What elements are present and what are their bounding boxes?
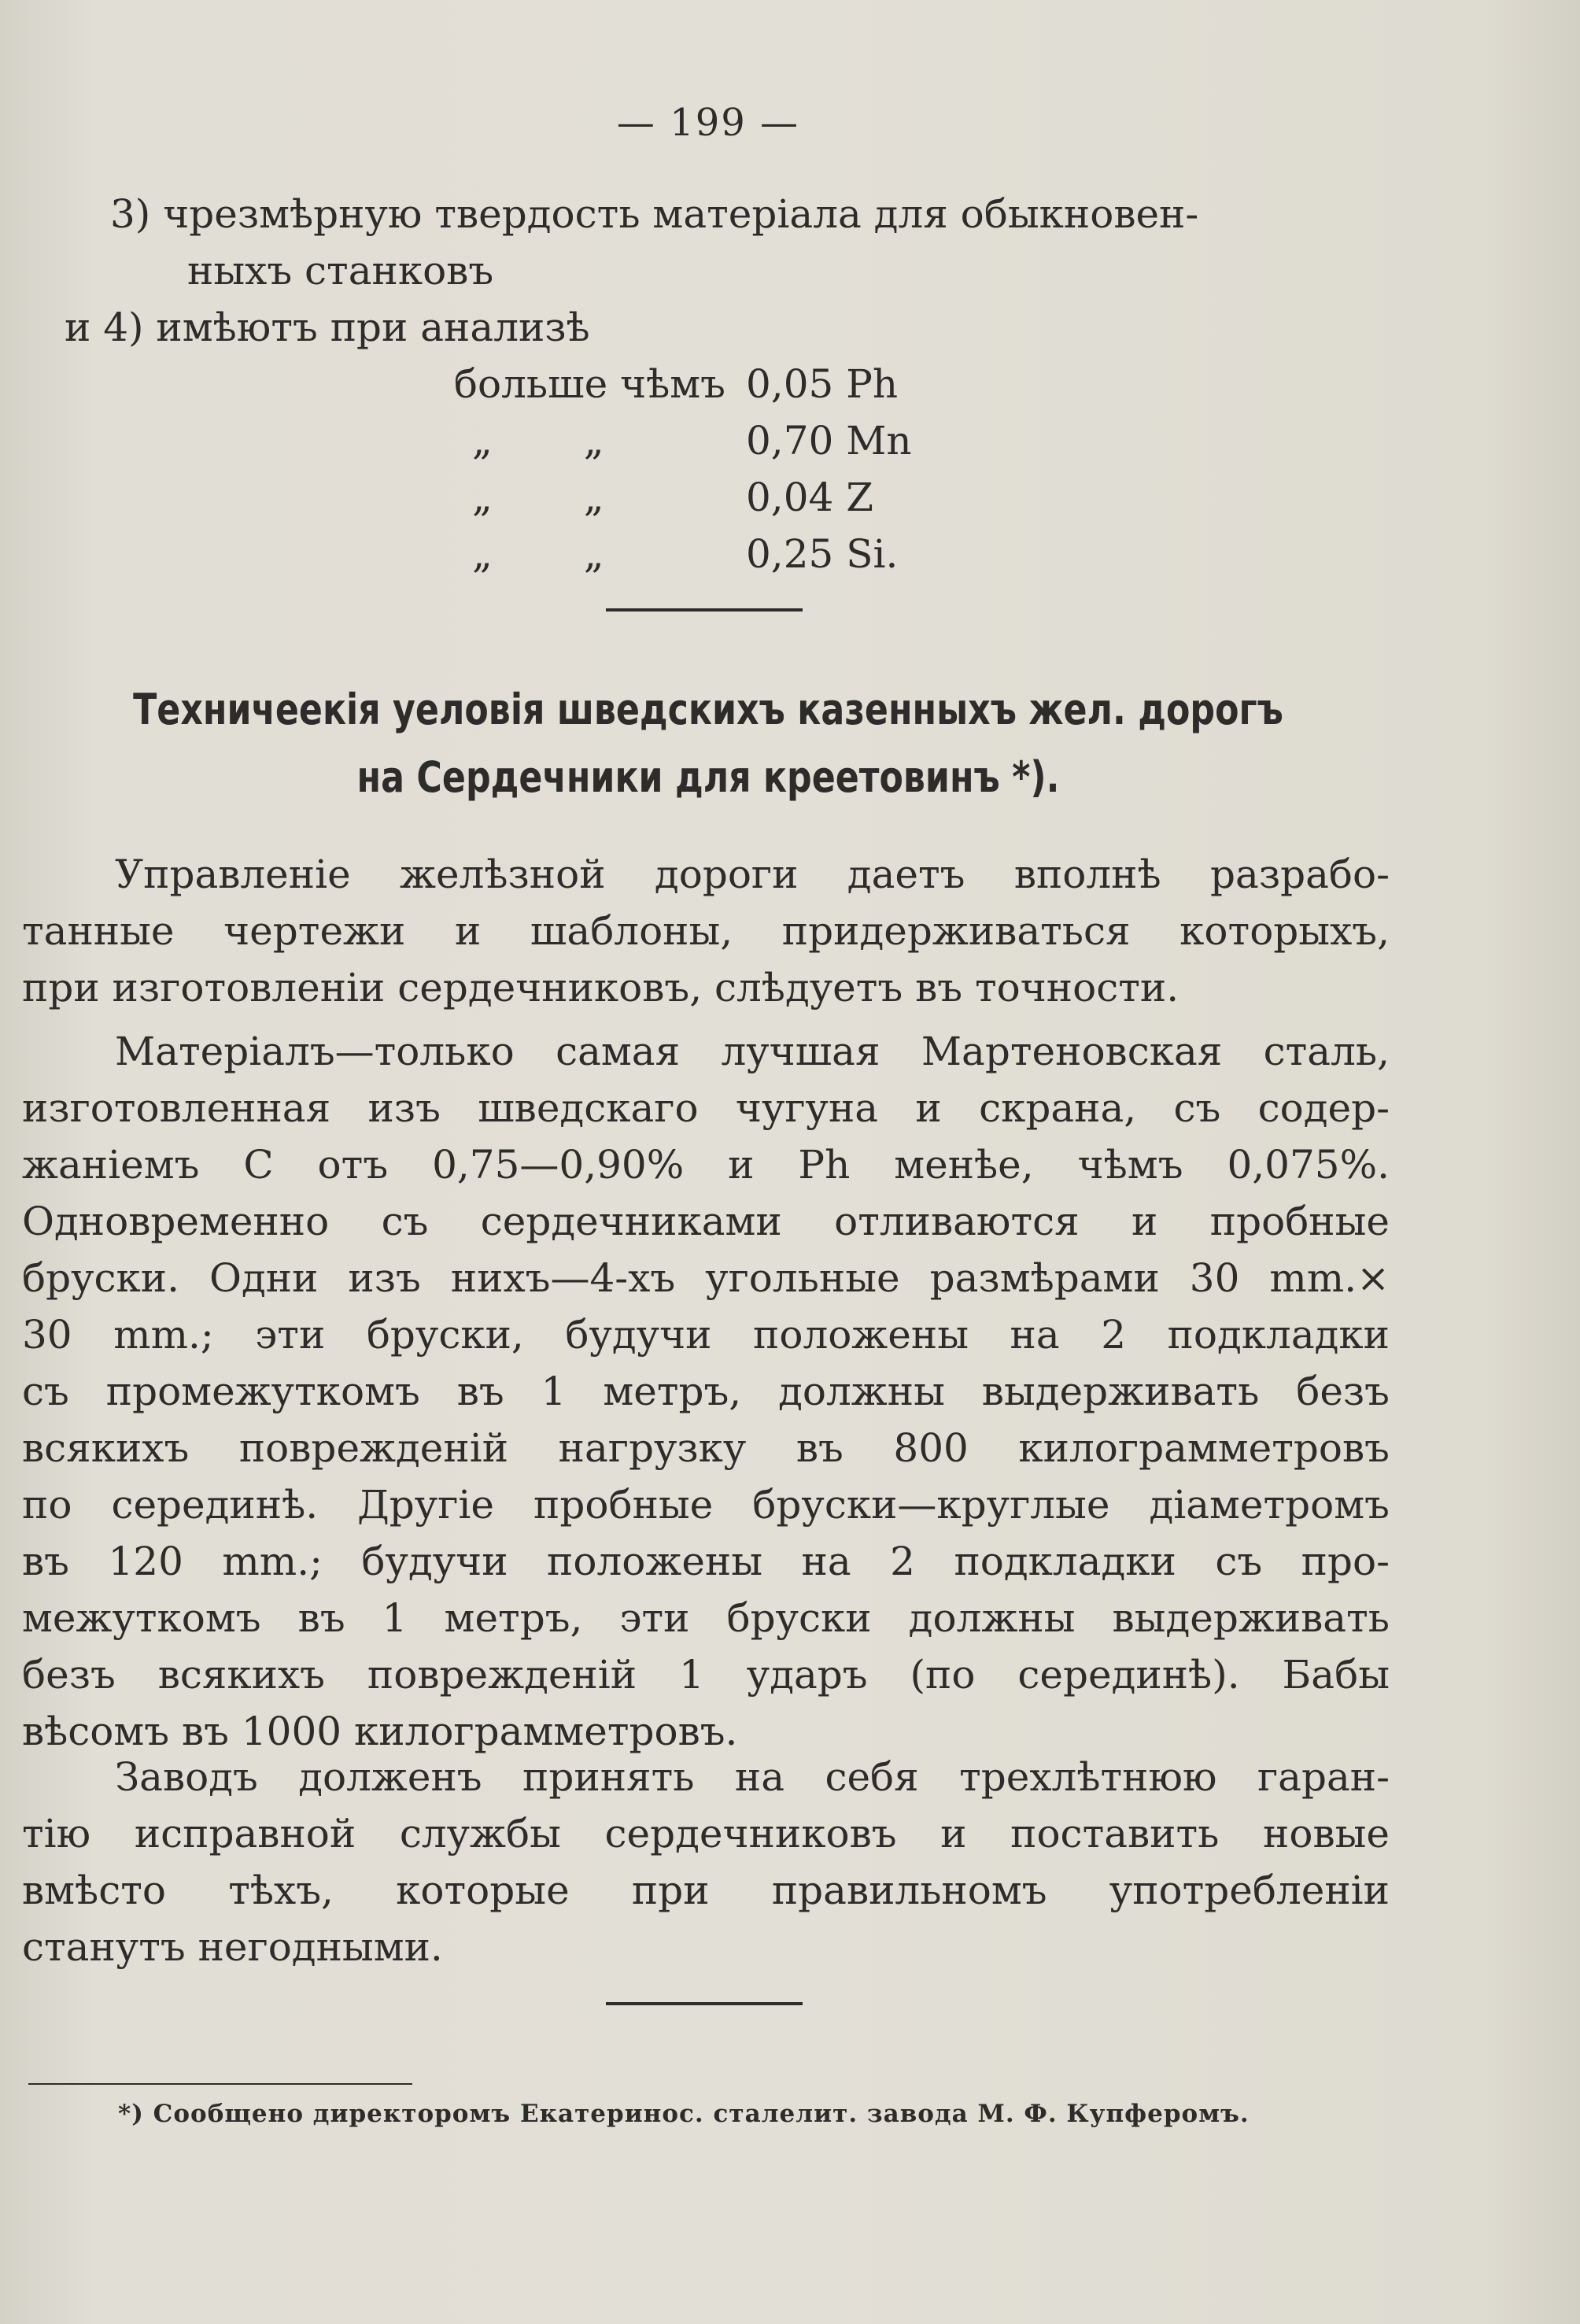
analysis-row-value: 0,05 Ph <box>746 361 899 407</box>
analysis-row-prefix: „ „ <box>472 531 604 577</box>
section-divider <box>606 2002 803 2005</box>
paragraph-3 <box>22 1749 1390 1975</box>
analysis-row-value: 0,25 Si. <box>746 531 899 577</box>
text-line: жаніемъ С отъ 0,75—0,90% и Ph менѣе, чѣмъ 0,075%. <box>22 1142 1390 1188</box>
text-line: при изготовленіи сердечниковъ, слѣдуетъ въ точности. <box>22 965 1179 1011</box>
text-line: Матеріалъ—только самая лучшая Мартеновская сталь, <box>115 1029 1390 1074</box>
footnote: *) Сообщено директоромъ Екатеринос. сталелит. завода М. Ф. Купферомъ. <box>118 2100 1250 2128</box>
analysis-row-value: 0,04 Z <box>746 475 873 520</box>
text-line: въ 120 mm.; будучи положены на 2 подкладки съ про- <box>22 1539 1390 1584</box>
text-line: Заводъ долженъ принять на себя трехлѣтнюю гаран- <box>115 1754 1390 1800</box>
list-item-3-line1: 3) чрезмѣрную твердость матеріала для обыкновен- <box>110 191 1199 237</box>
analysis-row-prefix: „ „ <box>472 475 604 520</box>
paragraph-2 <box>22 1023 1390 1760</box>
analysis-row-value: 0,70 Mn <box>746 418 912 464</box>
text-line: танные чертежи и шаблоны, придерживаться которыхъ, <box>22 908 1390 954</box>
text-line: безъ всякихъ поврежденій 1 ударъ (по серединѣ). Бабы <box>22 1652 1390 1698</box>
text-line: тію исправной службы сердечниковъ и поставить новые <box>22 1811 1390 1857</box>
text-line: бруски. Одни изъ нихъ—4-хъ угольные размѣрами 30 mm.× <box>22 1255 1390 1301</box>
section-heading-line1: Техничеекія уеловія шведскихъ казенныхъ жел. дорогъ <box>133 685 1283 734</box>
section-divider <box>606 608 803 611</box>
list-item-3-line2: ныхъ станковъ <box>187 248 494 294</box>
text-line: Управленіе желѣзной дороги даетъ вполнѣ разрабо- <box>115 852 1390 897</box>
text-line: межуткомъ въ 1 метръ, эти бруски должны выдерживать <box>22 1595 1390 1641</box>
page-number: — 199 — <box>616 101 800 145</box>
text-line: вѣсомъ въ 1000 килограмметровъ. <box>22 1709 738 1754</box>
text-line: вмѣсто тѣхъ, которые при правильномъ употребленіи <box>22 1868 1390 1913</box>
text-line: по серединѣ. Другіе пробные бруски—круглые діаметромъ <box>22 1482 1390 1528</box>
text-line: станутъ негодными. <box>22 1924 443 1970</box>
section-heading-line2: на Сердечники для креетовинъ *). <box>356 752 1060 802</box>
list-item-4-line1: и 4) имѣютъ при анализѣ <box>65 305 590 350</box>
text-line: всякихъ поврежденій нагрузку въ 800 килограмметровъ <box>22 1425 1390 1471</box>
text-line: 30 mm.; эти бруски, будучи положены на 2 подкладки <box>22 1312 1390 1358</box>
analysis-row-prefix: больше чѣмъ <box>453 361 725 407</box>
paragraph-1 <box>22 846 1390 1016</box>
text-line: изготовленная изъ шведскаго чугуна и скрана, съ содер- <box>22 1085 1390 1131</box>
footnote-rule <box>28 2083 412 2085</box>
text-line: съ промежуткомъ въ 1 метръ, должны выдерживать безъ <box>22 1369 1390 1414</box>
analysis-row-prefix: „ „ <box>472 418 604 464</box>
text-line: Одновременно съ сердечниками отливаются и пробные <box>22 1199 1390 1244</box>
